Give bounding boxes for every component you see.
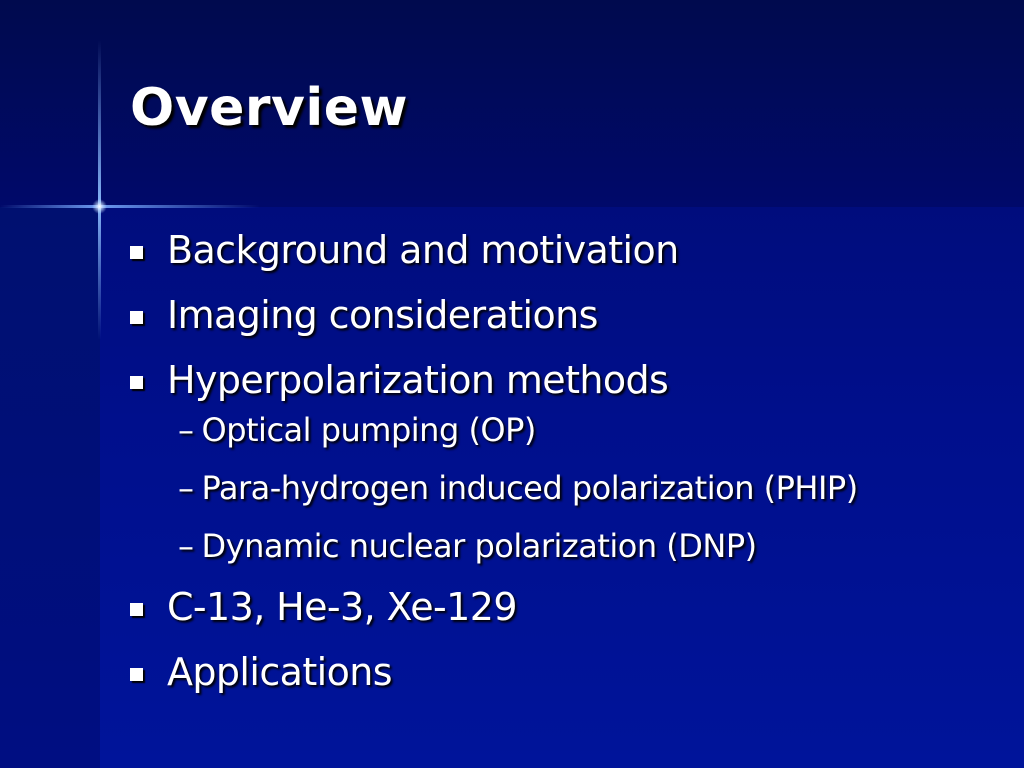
slide-title: Overview bbox=[130, 78, 409, 138]
dash-bullet-icon: – bbox=[178, 527, 194, 565]
dash-bullet-icon: – bbox=[178, 469, 194, 507]
decorative-horizontal-line bbox=[0, 205, 260, 208]
decorative-vertical-line bbox=[98, 40, 101, 340]
sub-list-item-text: Dynamic nuclear polarization (DNP) bbox=[201, 527, 757, 565]
square-bullet-icon bbox=[130, 668, 143, 681]
list-item bbox=[130, 293, 990, 358]
sub-list-item-text: Optical pumping (OP) bbox=[201, 411, 536, 449]
sub-list-item-text: Para-hydrogen induced polarization (PHIP) bbox=[201, 469, 858, 507]
list-item bbox=[130, 650, 990, 715]
sub-list-item bbox=[130, 411, 990, 469]
square-bullet-icon bbox=[130, 603, 143, 616]
square-bullet-icon bbox=[130, 311, 143, 324]
left-strip bbox=[0, 207, 100, 768]
sub-list-item bbox=[130, 469, 990, 527]
list-item bbox=[130, 585, 990, 650]
list-item-text: Background and motivation bbox=[167, 228, 679, 272]
square-bullet-icon bbox=[130, 376, 143, 389]
list-item-text: C-13, He-3, Xe-129 bbox=[167, 585, 517, 629]
dash-bullet-icon: – bbox=[178, 411, 194, 449]
list-item-text: Hyperpolarization methods bbox=[167, 358, 669, 402]
bullet-list bbox=[130, 228, 990, 715]
list-item-text: Imaging considerations bbox=[167, 293, 598, 337]
list-item bbox=[130, 228, 990, 293]
sub-list-item bbox=[130, 527, 990, 585]
sparkle-icon bbox=[92, 199, 107, 214]
square-bullet-icon bbox=[130, 246, 143, 259]
list-item-text: Applications bbox=[167, 650, 392, 694]
